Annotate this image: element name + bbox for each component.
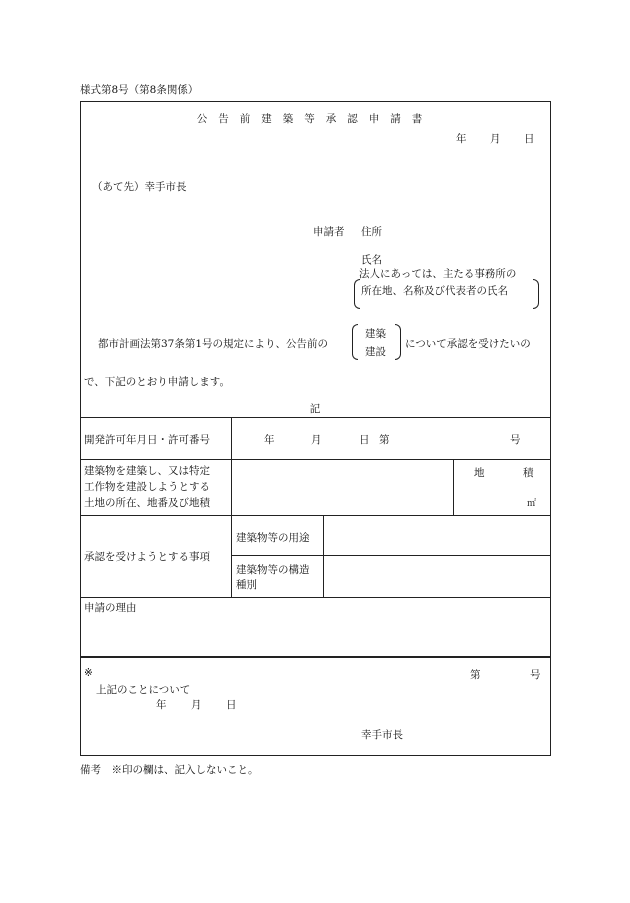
date-day: 日: [524, 133, 535, 145]
location-label-2: 工作物を建設しようとする: [84, 481, 210, 493]
applicant-corp-note-1: 法人にあっては、主たる事務所の: [359, 268, 517, 280]
ki-label: 記: [309, 403, 321, 415]
location-label-3: 土地の所在、地番及び地積: [84, 497, 210, 509]
office-dai: 第: [470, 669, 481, 681]
approval-label: 承認を受けようとする事項: [84, 551, 210, 563]
rule: [80, 656, 551, 658]
option-kenchiku: 建築: [365, 328, 386, 340]
location-label-1: 建築物を建築し、又は特定: [84, 465, 210, 477]
footnote: 備考 ※印の欄は、記入しないこと。: [80, 764, 259, 776]
office-regarding: 上記のことについて: [96, 684, 191, 696]
area-label-2: 積: [523, 467, 534, 479]
rule: [231, 459, 232, 515]
date-month: 月: [490, 133, 501, 145]
applicant-label: 申請者: [313, 226, 345, 238]
rule: [80, 417, 551, 418]
date-year: 年: [456, 133, 467, 145]
option-left-paren: [352, 324, 358, 360]
permit-dai: 第: [379, 434, 390, 446]
permit-day: 日: [359, 434, 370, 446]
option-kensetsu: 建設: [365, 346, 386, 358]
office-year: 年: [156, 699, 167, 711]
structure-label-1: 建築物等の構造: [236, 564, 310, 576]
body-suffix: について承認を受けたいの: [405, 338, 531, 350]
body-prefix: 都市計画法第37条第1号の規定により、公告前の: [98, 338, 329, 350]
rule: [231, 417, 232, 459]
office-mayor: 幸手市長: [361, 729, 403, 741]
office-mark: ※: [84, 667, 93, 679]
corp-note-right-paren: [533, 279, 539, 309]
body-line2: で、下記のとおり申請します。: [84, 376, 230, 388]
corp-note-left-paren: [354, 279, 360, 309]
permit-go: 号: [510, 434, 521, 446]
rule: [80, 515, 551, 516]
rule: [80, 459, 551, 460]
reason-label: 申請の理由: [84, 602, 137, 614]
area-label-1: 地: [474, 467, 485, 479]
permit-label: 開発許可年月日・許可番号: [84, 434, 210, 446]
rule: [231, 515, 232, 597]
office-day: 日: [226, 699, 237, 711]
use-label: 建築物等の用途: [236, 532, 310, 544]
applicant-address-label: 住所: [361, 226, 382, 238]
permit-month: 月: [311, 434, 322, 446]
rule: [323, 515, 324, 597]
option-right-paren: [395, 324, 401, 360]
structure-label-2: 種別: [236, 579, 257, 591]
page-title: 公告前建築等承認申請書: [196, 113, 434, 125]
permit-year: 年: [264, 434, 275, 446]
addressee: （あて先）幸手市長: [92, 181, 187, 193]
rule: [231, 555, 551, 556]
form-number: 様式第8号（第8条関係）: [80, 84, 199, 96]
applicant-corp-note-2: 所在地、名称及び代表者の氏名: [361, 285, 508, 297]
office-go: 号: [530, 669, 541, 681]
rule: [80, 597, 551, 598]
applicant-name-label: 氏名: [361, 254, 382, 266]
rule: [453, 459, 454, 515]
area-unit: ㎡: [527, 499, 537, 509]
office-month: 月: [191, 699, 202, 711]
